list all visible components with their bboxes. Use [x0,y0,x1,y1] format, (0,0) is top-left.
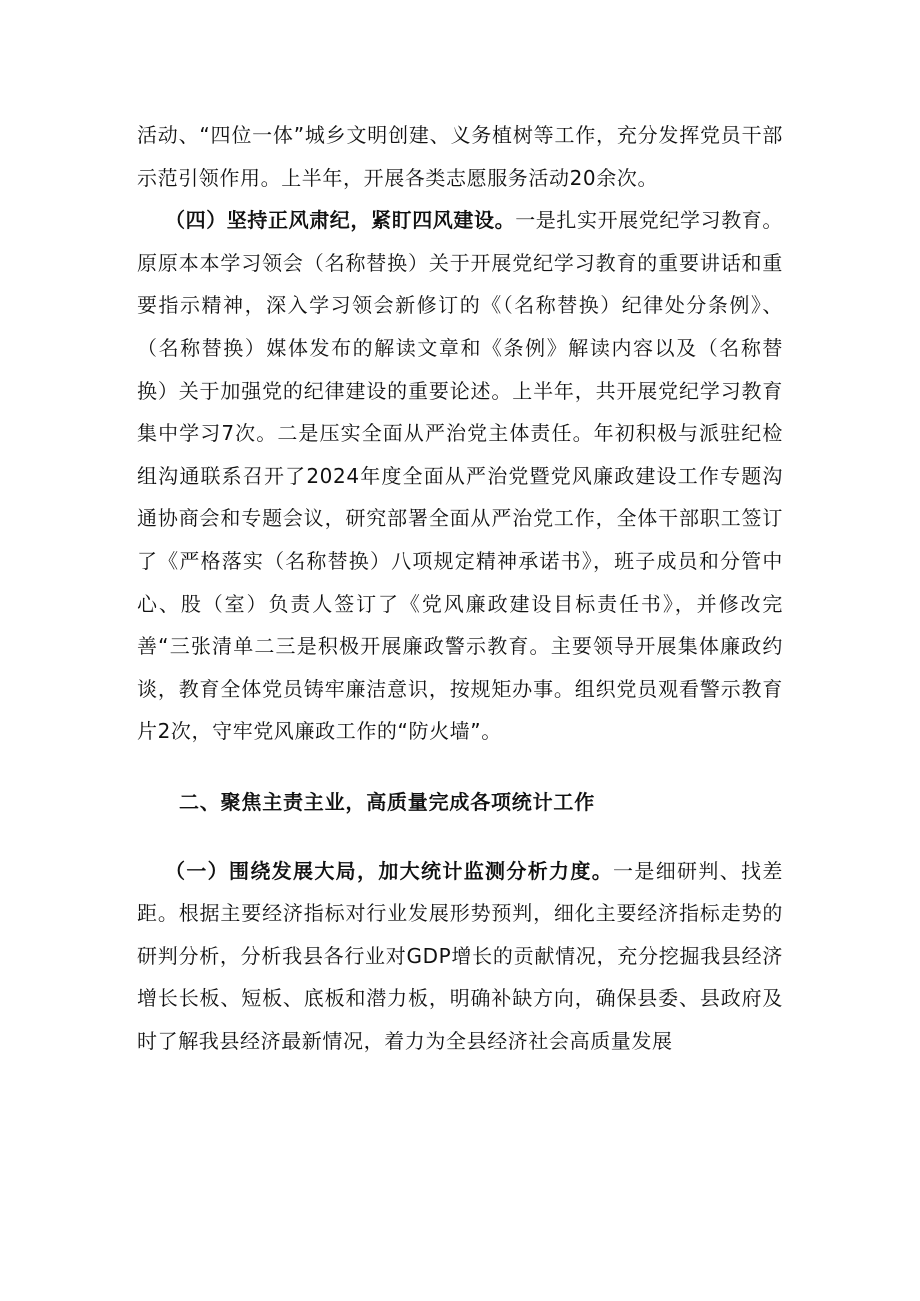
document-body [137,114,783,1062]
section-lead-heading: （一）围绕发展大局，加大统计监测分析力度。 [165,858,614,883]
paragraph-statistics-monitoring [137,850,783,1063]
paragraph-discipline-section [137,199,783,753]
paragraph-text: 活动、“四位一体”城乡文明创建、义务植树等工作，充分发挥党员干部示范引领作用。上半年，开展各类志愿服务活动20余次。 [137,123,783,190]
paragraph-volunteer-activities [137,114,783,199]
section-lead-heading: （四）坚持正风肃纪，紧盯四风建设。 [165,208,516,233]
paragraph-text: 一是细研判、找差距。根据主要经济指标对行业发展形势预判，细化主要经济指标走势的研判分析，分析我县各行业对GDP增长的贡献情况，充分挖掘我县经济增长长板、短板、底板和潜力板，明确补缺方向，确保县委、县政府及时了解我县经济最新情况，着力为全县经济社会高质量发展 [137,858,783,1053]
section-heading: 二、聚焦主责主业，高质量完成各项统计工作 [179,789,595,814]
paragraph-text: 一是扎实开展党纪学习教育。原原本本学习领会（名称替换）关于开展党纪学习教育的重要讲话和重要指示精神，深入学习领会新修订的《（名称替换）纪律处分条例》、（名称替换）媒体发布的解读文章和《条例》解读内容以及（名称替换）关于加强党的纪律建设的重要论述。上半年，共开展党纪学习教育集中学习7次。二是压实全面从严治党主体责任。年初积极与派驻纪检组沟通联系召开了2024年度全面从严治党暨党风廉政建设工作专题沟通协商会和专题会议，研究部署全面从严治党工作，全体干部职工签订了《严格落实（名称替换）八项规定精神承诺书》，班子成员和分管中心、股（室）负责人签订了《党风廉政建设目标责任书》，并修改完善“三张清单二三是积极开展廉政警示教育。主要领导开展集体廉政约谈，教育全体党员铸牢廉洁意识，按规矩办事。组织党员观看警示教育片2次，守牢党风廉政工作的“防火墙”。 [137,208,784,744]
